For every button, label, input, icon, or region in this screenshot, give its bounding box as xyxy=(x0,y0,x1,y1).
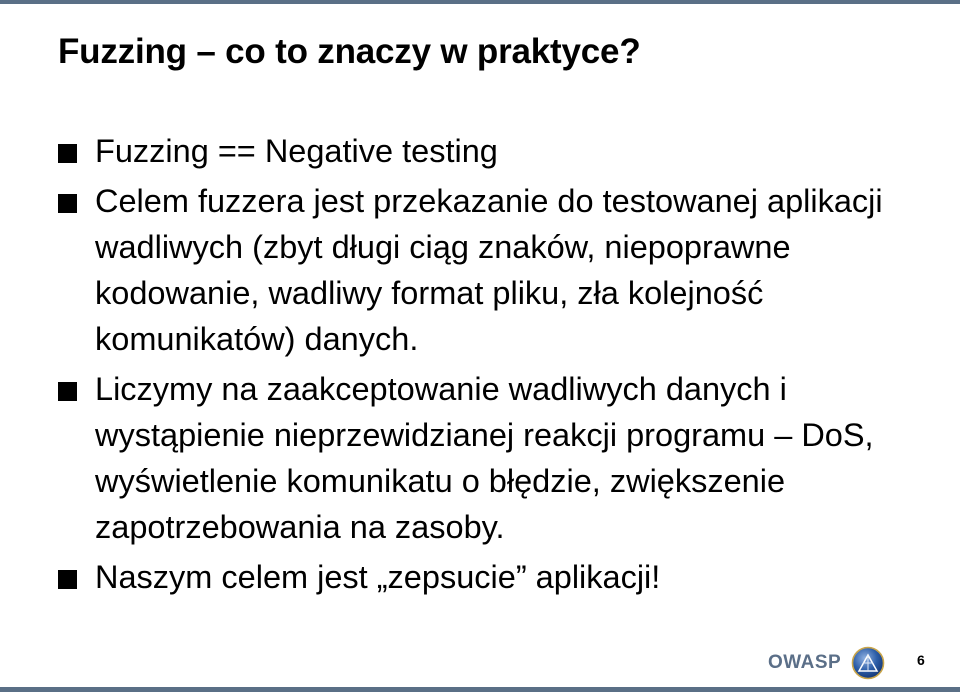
square-bullet-icon xyxy=(58,570,77,589)
bullet-item xyxy=(58,554,938,600)
bullet-item xyxy=(58,178,938,362)
square-bullet-icon xyxy=(58,382,77,401)
bottom-rule xyxy=(0,687,960,692)
owasp-logo xyxy=(768,646,887,680)
square-bullet-icon xyxy=(58,194,77,213)
bullet-text: Fuzzing == Negative testing xyxy=(95,133,498,169)
bullet-list xyxy=(58,128,938,600)
slide-title: Fuzzing – co to znaczy w praktyce? xyxy=(58,32,641,71)
bullet-text: Liczymy na zaakceptowanie wadliwych danych i wystąpienie nieprzewidzianej reakcji programu – DoS, wyświetlenie komunikatu o błędzie, zwiększenie zapotrzebowania na zasoby. xyxy=(95,371,874,545)
top-rule xyxy=(0,0,960,4)
page-number: 6 xyxy=(917,652,925,668)
square-bullet-icon xyxy=(58,144,77,163)
logo-text: OWASP xyxy=(768,652,842,673)
owasp-wasp-emblem-icon xyxy=(849,646,887,680)
bullet-text: Celem fuzzera jest przekazanie do testowanej aplikacji wadliwych (zbyt długi ciąg znaków, niepoprawne kodowanie, wadliwy format pliku, zła kolejność komunikatów) danych. xyxy=(95,183,883,357)
bullet-text: Naszym celem jest „zepsucie” aplikacji! xyxy=(95,559,661,595)
bullet-item xyxy=(58,366,938,550)
bullet-item xyxy=(58,128,938,174)
